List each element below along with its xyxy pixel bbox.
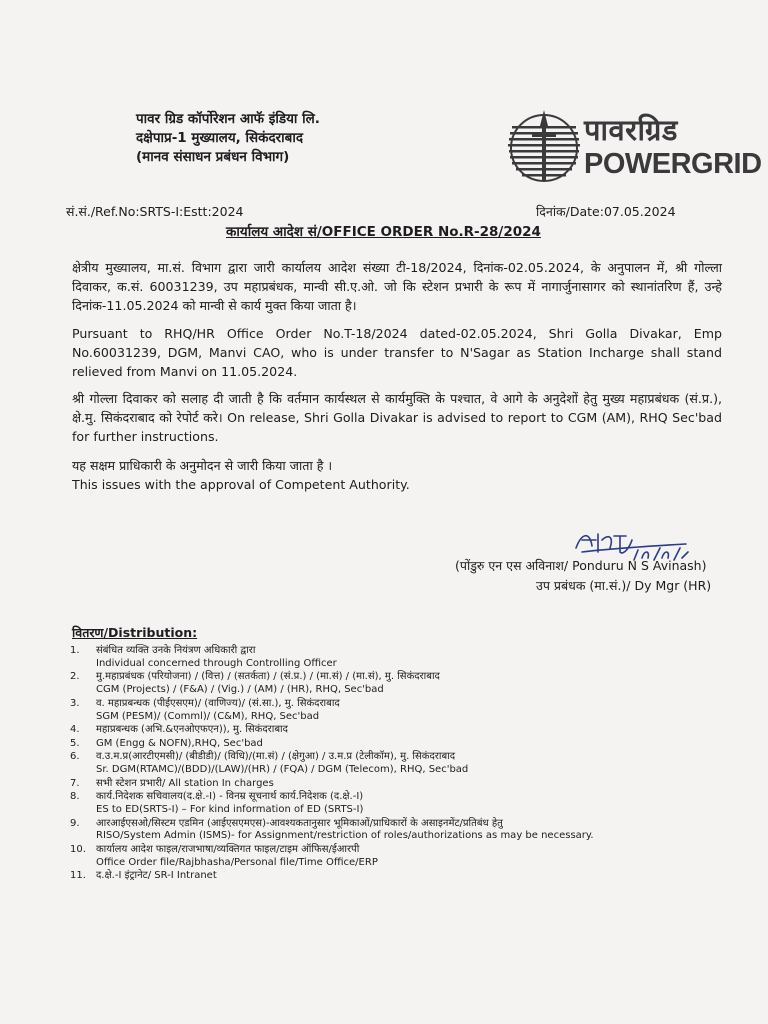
list-item-number: 2.: [70, 671, 80, 683]
list-item-english: RISO/System Admin (ISMS)- for Assignment/restriction of roles/authorizations as may be necessary.: [96, 830, 594, 842]
list-item-number: 5.: [70, 737, 80, 749]
list-item-number: 1.: [70, 645, 80, 656]
order-title: कार्यालय आदेश सं/OFFICE ORDER No.R-28/2024: [226, 224, 541, 240]
paragraph-reporting-instructions: श्री गोल्ला दिवाकर को सलाह दी जाती है कि वर्तमान कार्यस्थल से कार्यमुक्ति के पश्चात, वे आगे के अनुदेशों हेतु मुख्य महाप्रबंधक (सं.प्र.), क्षे.मु. सिकंदराबाद को रेपोर्ट करे। On release, Shri Golla Divakar is advised to report to CGM (AM), RHQ Sec'bad for further instructions.: [72, 391, 722, 444]
list-item: [70, 724, 710, 737]
list-item-number: 3.: [70, 697, 80, 709]
order-date: दिनांक/Date:07.05.2024: [536, 204, 676, 219]
list-item-english: ES to ED(SRTS-I) – For kind information of ED (SRTS-I): [96, 804, 364, 816]
list-item-hindi: संबंधित व्यक्ति उनके नियंत्रण अधिकारी द्वारा: [96, 645, 256, 656]
approval-english: This issues with the approval of Competent Authority.: [72, 477, 410, 492]
list-item-number: 10.: [70, 843, 86, 855]
list-item: [70, 778, 710, 791]
list-item-number: 8.: [70, 791, 80, 803]
paragraph-english-order: Pursuant to RHQ/HR Office Order No.T-18/2024 dated-02.05.2024, Shri Golla Divakar, Emp No.60031239, DGM, Manvi CAO, who is under transfer to N'Sagar as Station Incharge shall stand relieved from Manvi on 11.05.2024.: [72, 326, 722, 379]
list-item-hindi: व. महाप्रबन्धक (पीईएसएम)/ (वाणिज्य)/ (सं.सा.), मु. सिकंदराबाद: [96, 697, 340, 709]
org-department: (मानव संसाधन प्रबंधन विभाग): [136, 149, 290, 165]
signatory-designation: उप प्रबंधक (मा.सं.)/ Dy Mgr (HR): [536, 578, 712, 593]
list-item-hindi: कार्य.निदेशक सचिवालय(द.क्षे.-I) - विनम्र सूचनार्थ कार्य.निदेशक (द.क्षे.-I): [96, 791, 364, 803]
list-item-english: Individual concerned through Controlling Officer: [96, 657, 337, 669]
signatory-name: (पोंडुरु एन एस अविनाश/ Ponduru N S Avinash): [455, 558, 707, 573]
list-item-number: 7.: [70, 777, 80, 789]
list-item-english: SGM (PESM)/ (Comml)/ (C&M), RHQ, Sec'bad: [96, 710, 320, 722]
powergrid-logo: [508, 104, 762, 192]
list-item-hindi: कार्यालय आदेश फाइल/राजभाषा/व्यक्तिगत फाइल/टाइम ऑफिस/ईआरपी: [96, 843, 360, 855]
list-item-hindi: सभी स्टेशन प्रभारी/ All station In charges: [96, 777, 274, 789]
list-item: [70, 818, 710, 844]
approval-statement: [72, 456, 722, 494]
list-item: [70, 645, 710, 671]
list-item: [70, 844, 710, 870]
list-item-english: Office Order file/Rajbhasha/Personal file/Time Office/ERP: [96, 856, 378, 868]
list-item-number: 4.: [70, 724, 80, 736]
reference-number: सं.सं./Ref.No:SRTS-I:Estt:2024: [66, 204, 244, 219]
list-item-hindi: द.क्षे.-I इंट्रानेट/ SR-I Intranet: [96, 870, 217, 882]
list-item: [70, 698, 710, 724]
list-item-hindi: GM (Engg & NOFN),RHQ, Sec'bad: [96, 737, 263, 749]
list-item: [70, 870, 710, 883]
list-item-number: 11.: [70, 870, 86, 882]
list-item-english: Sr. DGM(RTAMC)/(BDD)/(LAW)/(HR) / (FQA) / DGM (Telecom), RHQ, Sec'bad: [96, 764, 469, 776]
org-office: दक्षेपाप्र-1 मुख्यालय, सिकंदराबाद: [136, 130, 304, 146]
logo-text-english: POWERGRID: [584, 148, 762, 180]
powergrid-emblem-icon: [508, 104, 580, 188]
paragraph-hindi-order: क्षेत्रीय मुख्यालय, मा.सं. विभाग द्वारा जारी कार्यालय आदेश संख्या टी-18/2024, दिनांक-02.05.2024, के अनुपालन में, श्री गोल्ला दिवाकर, क.सं. 60031239, उप महाप्रबंधक, मान्वी सी.ए.ओ. जो कि स्टेशन प्रभारी के रूप में नागार्जुनासागर को स्थानांतरिण हैं, उन्हे दिनांक-11.05.2024 को मान्वी से कार्य मुक्त किया जाता है।: [72, 260, 722, 313]
list-item: [70, 751, 710, 777]
org-name: पावर ग्रिड कॉर्पोरेशन आफॅ इंडिया लि.: [136, 111, 320, 127]
list-item: [70, 791, 710, 817]
list-item-hindi: मु.महाप्रबंधक (परियोजना) / (वित्त) / (सतर्कता) / (सं.प्र.) / (मा.सं) / (मा.सं), मु. सिकंदराबाद: [96, 671, 440, 683]
list-item-hindi: महाप्रबन्धक (अभि.&एनओएफएन)), मु. सिकंदराबाद: [96, 724, 288, 736]
list-item: [70, 671, 710, 697]
logo-text-hindi: पावरग्रिड: [584, 113, 678, 147]
organization-header: [136, 110, 396, 167]
approval-hindi: यह सक्षम प्राधिकारी के अनुमोदन से जारी किया जाता है ।: [72, 458, 333, 473]
distribution-list: [70, 645, 710, 884]
list-item-hindi: आरआईएसओ/सिस्टम एडमिन (आईएसएमएस)-आवश्यकतानुसार भूमिकाओं/प्राधिकारों के असाइनमेंट/प्रतिबंध हेतु: [96, 817, 503, 829]
list-item-number: 6.: [70, 751, 80, 763]
distribution-title: वितरण/Distribution:: [72, 625, 198, 640]
list-item-english: CGM (Projects) / (F&A) / (Vig.) / (AM) / (HR), RHQ, Sec'bad: [96, 684, 384, 696]
list-item-hindi: व.उ.म.प्र(आरटीएमसी)/ (बीडीडी)/ (विधि)/(मा.सं) / (क्षेगुआ) / उ.म.प्र (टेलीकॉम), मु. सिकंदराबाद: [96, 751, 456, 763]
list-item: [70, 738, 710, 751]
list-item-number: 9.: [70, 817, 80, 829]
